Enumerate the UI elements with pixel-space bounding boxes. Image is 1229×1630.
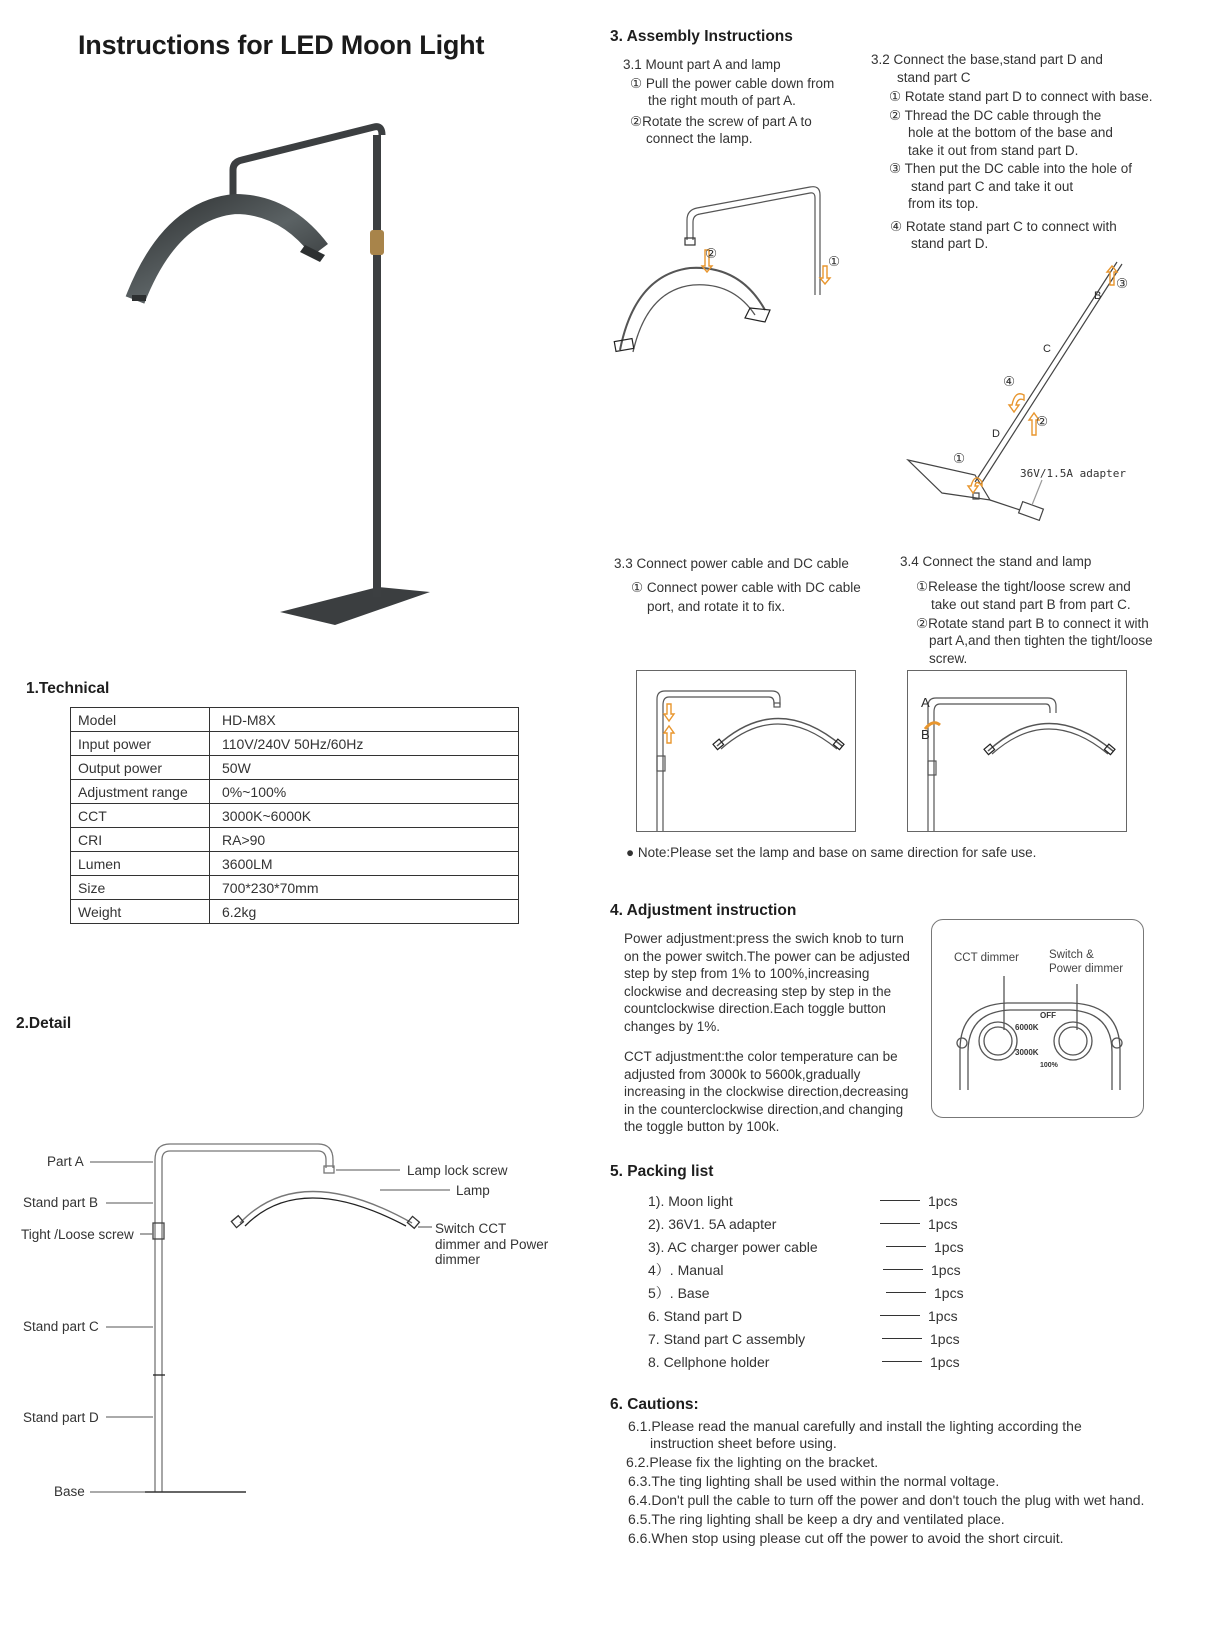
item-qty: 1pcs bbox=[928, 1215, 958, 1232]
spec-key: Input power bbox=[71, 732, 210, 756]
cable-connect-diagram bbox=[636, 670, 856, 832]
step-text: ① Connect power cable with DC cable bbox=[631, 579, 861, 595]
dash-line bbox=[880, 1200, 920, 1201]
step-text: take out stand part B from part C. bbox=[931, 597, 1131, 612]
step-text: part A,and then tighten the tight/loose bbox=[929, 633, 1153, 648]
text-line: clockwise and decreasing step by step in the bbox=[624, 983, 892, 999]
spec-key: CCT bbox=[71, 804, 210, 828]
technical-heading: 1.Technical bbox=[26, 680, 110, 697]
step-text: the right mouth of part A. bbox=[648, 93, 796, 108]
spec-value: 700*230*70mm bbox=[210, 876, 519, 900]
list-item bbox=[648, 1350, 964, 1373]
caution-item: 6.6.When stop using please cut off the power to avoid the short circuit. bbox=[628, 1530, 1064, 1546]
spec-value: HD-M8X bbox=[210, 708, 519, 732]
list-item bbox=[648, 1327, 964, 1350]
section-3-3-title: 3.3 Connect power cable and DC cable bbox=[614, 556, 849, 571]
dash-line bbox=[882, 1338, 922, 1339]
step-text: ①Release the tight/loose screw and bbox=[916, 578, 1131, 594]
step-text: ②Rotate stand part B to connect it with bbox=[916, 615, 1149, 631]
item-qty: 1pcs bbox=[930, 1330, 960, 1347]
table-row bbox=[71, 876, 519, 900]
spec-value: 50W bbox=[210, 756, 519, 780]
step-text: screw. bbox=[929, 650, 968, 666]
table-row bbox=[71, 756, 519, 780]
text-line: adjusted from 3000k to 5600k,gradually bbox=[624, 1066, 861, 1082]
step-text: connect the lamp. bbox=[646, 131, 753, 146]
step-text: stand part C and take it out bbox=[911, 178, 1074, 194]
dash-line bbox=[882, 1361, 922, 1362]
lamp-product-image bbox=[100, 100, 520, 640]
section-3-1 bbox=[623, 56, 834, 148]
detail-heading: 2.Detail bbox=[16, 1015, 72, 1032]
cct-adjustment-text bbox=[624, 1048, 908, 1136]
spec-key: CRI bbox=[71, 828, 210, 852]
item-qty: 1pcs bbox=[934, 1238, 964, 1255]
table-row bbox=[71, 828, 519, 852]
list-item bbox=[648, 1258, 964, 1281]
dash-line bbox=[886, 1246, 926, 1247]
section-3-3 bbox=[614, 555, 861, 616]
step-text: ③ Then put the DC cable into the hole of bbox=[889, 161, 1133, 176]
label-lamp-lock-screw: Lamp lock screw bbox=[407, 1163, 508, 1178]
item-name: 6. Stand part D bbox=[648, 1307, 743, 1324]
label-b: B bbox=[921, 727, 930, 742]
step-text: stand part D. bbox=[911, 236, 989, 251]
cautions-heading: 6. Cautions: bbox=[610, 1396, 699, 1413]
item-qty: 1pcs bbox=[934, 1284, 964, 1301]
dash-line bbox=[886, 1292, 926, 1293]
list-item bbox=[648, 1235, 964, 1258]
table-row bbox=[71, 852, 519, 876]
label-line: Switch & bbox=[1049, 949, 1094, 961]
section-3-4-title: 3.4 Connect the stand and lamp bbox=[900, 554, 1092, 569]
label-stand-part-c: Stand part C bbox=[23, 1319, 99, 1334]
item-qty: 1pcs bbox=[930, 1353, 960, 1370]
dash-line bbox=[883, 1269, 923, 1270]
table-row bbox=[71, 732, 519, 756]
list-item bbox=[648, 1212, 964, 1235]
marker-3: ③ bbox=[1116, 276, 1129, 291]
label-line: Switch CCT bbox=[435, 1221, 507, 1236]
step-text: ② Thread the DC cable through the bbox=[889, 107, 1102, 123]
mount-lamp-diagram bbox=[605, 180, 865, 365]
label-tight-loose-screw: Tight /Loose screw bbox=[21, 1227, 134, 1242]
list-item bbox=[648, 1189, 964, 1212]
label-part-a: Part A bbox=[47, 1154, 84, 1169]
text-line: the toggle button by 100k. bbox=[624, 1119, 780, 1134]
assembly-heading: 3. Assembly Instructions bbox=[610, 28, 793, 45]
text-line: in the counterclockwise direction,and changing bbox=[624, 1101, 904, 1117]
spec-value: RA>90 bbox=[210, 828, 519, 852]
power-adjustment-text bbox=[624, 930, 910, 1035]
spec-key: Lumen bbox=[71, 852, 210, 876]
cct-dimmer-label: CCT dimmer bbox=[954, 952, 1019, 964]
item-qty: 1pcs bbox=[928, 1192, 958, 1209]
section-3-2 bbox=[871, 51, 1153, 253]
spec-key: Model bbox=[71, 708, 210, 732]
text-line: countclockwise direction.Each toggle button bbox=[624, 1001, 886, 1016]
caution-item: 6.1.Please read the manual carefully and install the lighting according the bbox=[628, 1418, 1082, 1434]
step-text: ① Pull the power cable down from bbox=[630, 75, 835, 91]
spec-key: Size bbox=[71, 876, 210, 900]
technical-spec-table bbox=[70, 707, 519, 924]
table-row bbox=[71, 708, 519, 732]
stand-assembly-diagram bbox=[890, 250, 1190, 540]
item-name: 8. Cellphone holder bbox=[648, 1353, 770, 1370]
label-d: D bbox=[992, 428, 1000, 440]
marker-1: ① bbox=[953, 451, 966, 466]
off-mark: OFF bbox=[1040, 1011, 1056, 1020]
text-line: Power adjustment:press the swich knob to turn bbox=[624, 931, 904, 946]
spec-key: Output power bbox=[71, 756, 210, 780]
packing-list bbox=[648, 1189, 964, 1373]
marker-2: ② bbox=[1036, 414, 1049, 429]
item-name: 4）. Manual bbox=[648, 1261, 724, 1278]
step-text: ① Rotate stand part D to connect with base. bbox=[889, 89, 1153, 104]
safety-note: ● Note:Please set the lamp and base on same direction for safe use. bbox=[626, 845, 1037, 860]
table-row bbox=[71, 900, 519, 924]
stand-lamp-connect-diagram bbox=[907, 670, 1127, 832]
step-text: ②Rotate the screw of part A to bbox=[630, 113, 812, 129]
dash-line bbox=[880, 1315, 920, 1316]
marker-2: ② bbox=[705, 246, 718, 261]
spec-value: 110V/240V 50Hz/60Hz bbox=[210, 732, 519, 756]
step-text: hole at the bottom of the base and bbox=[908, 125, 1113, 140]
section-3-4 bbox=[900, 553, 1153, 667]
text-line: CCT adjustment:the color temperature can be bbox=[624, 1049, 898, 1064]
item-name: 7. Stand part C assembly bbox=[648, 1330, 806, 1347]
spec-value: 3000K~6000K bbox=[210, 804, 519, 828]
section-3-2-title: stand part C bbox=[897, 69, 971, 85]
document-title: Instructions for LED Moon Light bbox=[78, 30, 485, 60]
caution-item: 6.5.The ring lighting shall be keep a dry and ventilated place. bbox=[628, 1511, 1005, 1527]
3000k-mark: 3000K bbox=[1015, 1048, 1039, 1057]
100-percent-mark: 100% bbox=[1040, 1062, 1058, 1069]
item-qty: 1pcs bbox=[928, 1307, 958, 1324]
step-text: take it out from stand part D. bbox=[908, 142, 1079, 158]
6000k-mark: 6000K bbox=[1015, 1023, 1039, 1032]
marker-4: ④ bbox=[1003, 374, 1016, 389]
adapter-label: 36V/1.5A adapter bbox=[1020, 467, 1126, 480]
label-stand-part-b: Stand part B bbox=[23, 1195, 99, 1210]
list-item bbox=[648, 1304, 964, 1327]
label-switch-dimmer bbox=[435, 1221, 548, 1268]
table-row bbox=[71, 804, 519, 828]
section-3-1-title: 3.1 Mount part A and lamp bbox=[623, 57, 781, 72]
dash-line bbox=[880, 1223, 920, 1224]
caution-item: 6.2.Please fix the lighting on the bracket. bbox=[626, 1454, 879, 1470]
step-text: port, and rotate it to fix. bbox=[647, 599, 786, 614]
text-line: changes by 1%. bbox=[624, 1018, 721, 1034]
caution-item: instruction sheet before using. bbox=[650, 1435, 837, 1451]
caution-item: 6.3.The ting lighting shall be used within the normal voltage. bbox=[628, 1473, 1000, 1489]
item-name: 5）. Base bbox=[648, 1284, 710, 1301]
spec-value: 6.2kg bbox=[210, 900, 519, 924]
step-text: from its top. bbox=[908, 196, 979, 211]
text-line: on the power switch.The power can be adjusted bbox=[624, 948, 910, 964]
cautions-list bbox=[628, 1417, 1144, 1548]
step-text: ④ Rotate stand part C to connect with bbox=[890, 218, 1117, 234]
item-name: 1). Moon light bbox=[648, 1192, 733, 1209]
label-line: dimmer and Power bbox=[435, 1236, 549, 1252]
item-name: 3). AC charger power cable bbox=[648, 1238, 818, 1255]
text-line: step by step from 1% to 100%,increasing bbox=[624, 966, 870, 981]
packing-heading: 5. Packing list bbox=[610, 1163, 714, 1180]
spec-value: 3600LM bbox=[210, 852, 519, 876]
spec-key: Weight bbox=[71, 900, 210, 924]
knob-panel-graphic bbox=[932, 920, 1143, 1117]
label-b: B bbox=[1094, 290, 1102, 302]
label-base: Base bbox=[54, 1484, 85, 1499]
table-row bbox=[71, 780, 519, 804]
control-panel-diagram bbox=[931, 919, 1144, 1118]
label-stand-part-d: Stand part D bbox=[23, 1410, 99, 1425]
marker-1: ① bbox=[828, 254, 841, 269]
label-a: A bbox=[921, 695, 930, 710]
section-3-2-title: 3.2 Connect the base,stand part D and bbox=[871, 52, 1103, 67]
list-item bbox=[648, 1281, 964, 1304]
label-c: C bbox=[1043, 343, 1051, 355]
label-lamp: Lamp bbox=[456, 1183, 490, 1198]
text-line: increasing in the clockwise direction,decreasing bbox=[624, 1084, 909, 1099]
item-qty: 1pcs bbox=[931, 1261, 961, 1278]
label-line: Power dimmer bbox=[1049, 963, 1124, 975]
spec-key: Adjustment range bbox=[71, 780, 210, 804]
caution-item: 6.4.Don't pull the cable to turn off the power and don't touch the plug with wet hand. bbox=[628, 1492, 1145, 1508]
spec-value: 0%~100% bbox=[210, 780, 519, 804]
adjustment-heading: 4. Adjustment instruction bbox=[610, 902, 797, 919]
item-name: 2). 36V1. 5A adapter bbox=[648, 1215, 777, 1232]
label-line: dimmer bbox=[435, 1252, 481, 1267]
